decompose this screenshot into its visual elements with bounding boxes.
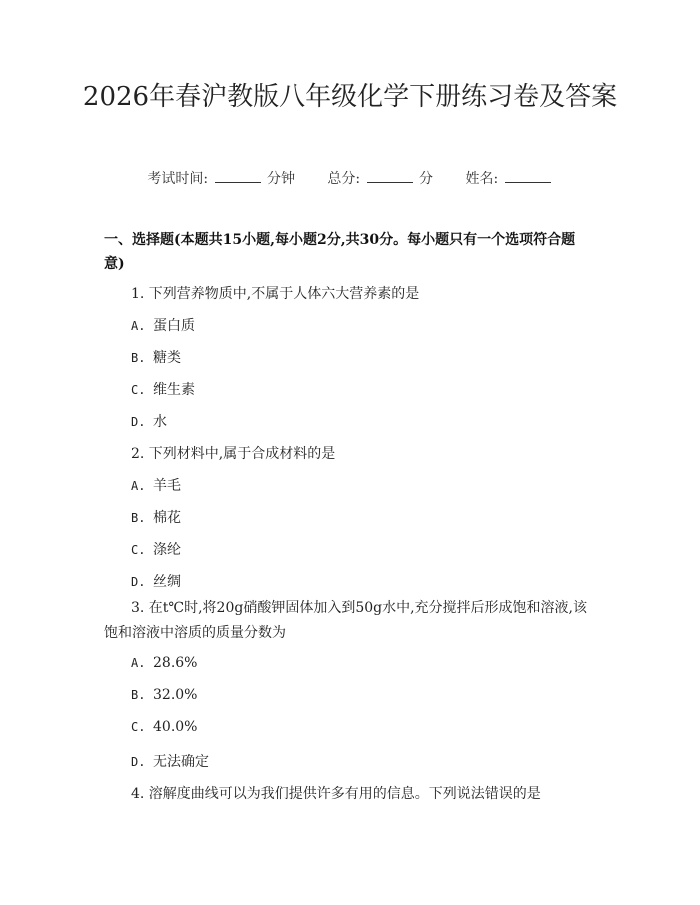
exam-time-unit: 分钟 xyxy=(266,171,295,187)
option-text: 棉花 xyxy=(153,510,181,526)
question-2-option-b xyxy=(131,507,181,527)
option-letter: C. xyxy=(131,543,146,557)
question-3-stem: 3. 在t℃时,将20g硝酸钾固体加入到50g水中,充分搅拌后形成饱和溶液,该饱和溶液中溶质的质量分数为 xyxy=(104,600,587,641)
option-text: 糖类 xyxy=(153,350,181,366)
option-letter: A. xyxy=(131,319,146,333)
question-3-option-a xyxy=(131,655,197,671)
question-1-option-d xyxy=(131,411,167,431)
option-text: 维生素 xyxy=(153,382,195,398)
option-letter: D. xyxy=(131,755,146,769)
total-score-unit: 分 xyxy=(419,171,434,187)
exam-time-blank xyxy=(215,170,261,183)
option-text: 32.0% xyxy=(153,687,198,703)
question-3-option-d xyxy=(131,751,209,771)
option-letter: B. xyxy=(131,688,146,702)
option-text: 羊毛 xyxy=(153,478,181,494)
page-title: 2026年春沪教版八年级化学下册练习卷及答案 xyxy=(82,82,618,112)
question-1-option-c xyxy=(131,379,195,399)
question-1-option-b xyxy=(131,347,181,367)
option-text: 水 xyxy=(153,414,167,430)
option-text: 蛋白质 xyxy=(153,318,195,334)
option-letter: D. xyxy=(131,415,146,429)
section-heading: 一、选择题(本题共15小题,每小题2分,共30分。每小题只有一个选项符合题意) xyxy=(104,232,576,272)
question-2-option-a xyxy=(131,475,181,495)
question-2-stem: 2. 下列材料中,属于合成材料的是 xyxy=(131,446,336,462)
option-text: 涤纶 xyxy=(153,542,181,558)
option-text: 无法确定 xyxy=(153,754,209,770)
question-2-option-d xyxy=(131,571,181,591)
total-score-field xyxy=(327,171,437,187)
name-field xyxy=(465,171,552,187)
option-letter: A. xyxy=(131,656,146,670)
name-blank xyxy=(505,170,551,183)
question-1-stem: 1. 下列营养物质中,不属于人体六大营养素的是 xyxy=(131,286,420,302)
option-text: 40.0% xyxy=(153,719,198,735)
total-score-label: 总分: xyxy=(327,171,361,187)
option-letter: B. xyxy=(131,351,146,365)
question-3-option-b xyxy=(131,687,197,703)
question-4-stem: 4. 溶解度曲线可以为我们提供许多有用的信息。下列说法错误的是 xyxy=(131,786,541,802)
name-label: 姓名: xyxy=(465,171,499,187)
option-text: 丝绸 xyxy=(153,574,181,590)
question-1-option-a xyxy=(131,315,195,335)
total-score-blank xyxy=(367,170,413,183)
question-2-option-c xyxy=(131,539,181,559)
option-letter: A. xyxy=(131,479,146,493)
option-letter: C. xyxy=(131,383,146,397)
exam-time-label: 考试时间: xyxy=(147,171,209,187)
option-letter: D. xyxy=(131,575,146,589)
exam-info-row xyxy=(0,168,700,188)
question-3-option-c xyxy=(131,719,197,735)
option-letter: B. xyxy=(131,511,146,525)
exam-time-field xyxy=(147,171,299,187)
option-text: 28.6% xyxy=(153,655,198,671)
option-letter: C. xyxy=(131,720,146,734)
